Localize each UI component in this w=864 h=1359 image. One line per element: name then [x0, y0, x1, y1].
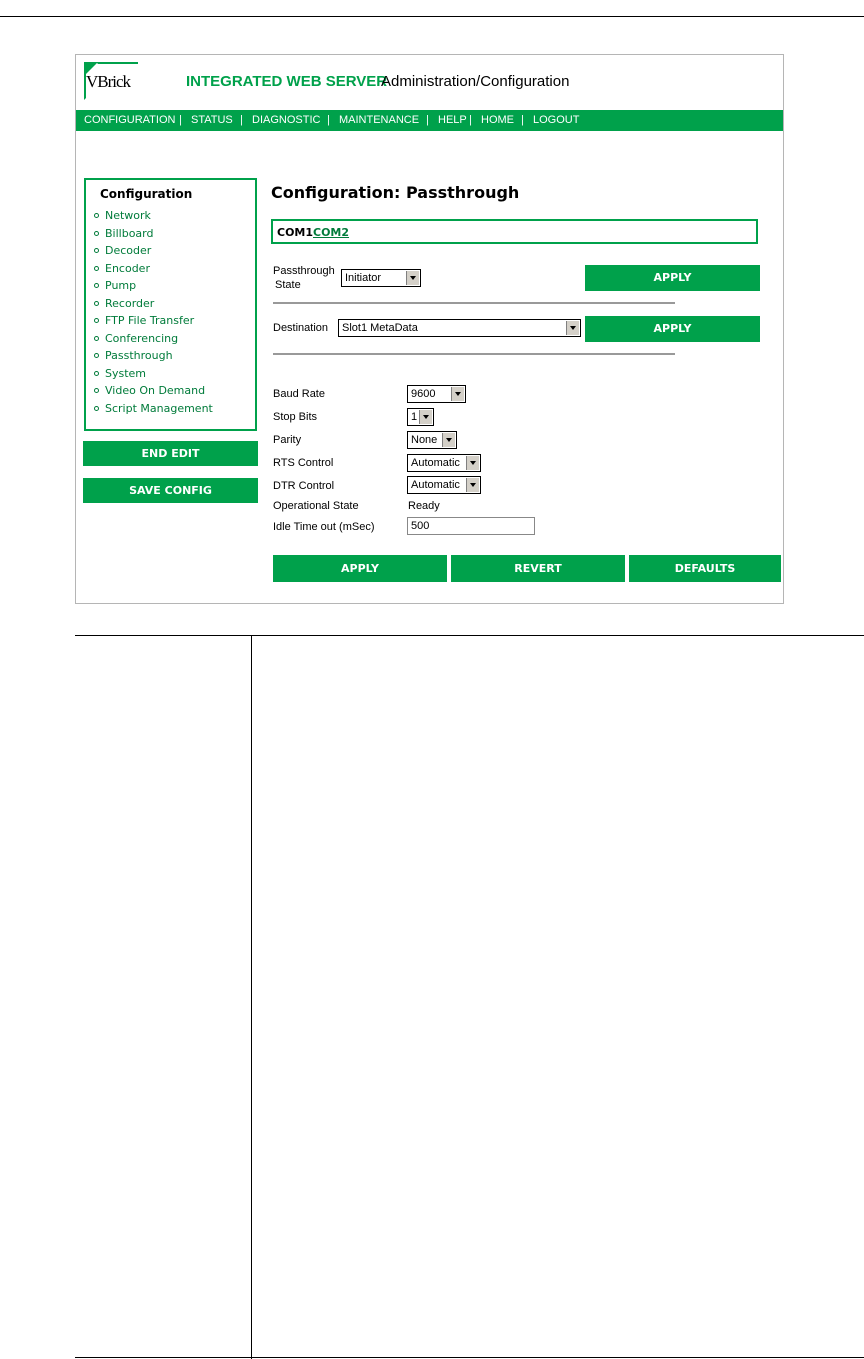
table-column-divider [251, 635, 252, 1359]
sidebar-item-ftp-file-transfer[interactable] [94, 314, 194, 327]
nav-home[interactable]: HOME [481, 114, 514, 126]
tab-com2[interactable]: COM2 [313, 226, 350, 239]
apply-button[interactable]: APPLY [273, 555, 447, 582]
save-config-button[interactable]: SAVE CONFIG [83, 478, 258, 503]
sidebar-title: Configuration [100, 187, 193, 201]
sidebar-item-label: Video On Demand [105, 384, 206, 397]
dtr-control-select[interactable] [407, 476, 481, 494]
sidebar-item-label: Decoder [105, 244, 152, 257]
chevron-down-icon [442, 433, 455, 447]
stop-bits-value: 1 [411, 411, 418, 423]
end-edit-button[interactable]: END EDIT [83, 441, 258, 466]
stop-bits-label: Stop Bits [273, 411, 318, 423]
server-title: INTEGRATED WEB SERVER [186, 73, 388, 90]
sidebar-item-label: Conferencing [105, 332, 179, 345]
nav-maintenance[interactable]: MAINTENANCE [339, 114, 420, 126]
bullet-icon [94, 213, 99, 218]
passthrough-state-label-1: Passthrough [273, 265, 335, 277]
sidebar-item-passthrough[interactable] [94, 349, 173, 362]
sidebar-item-pump[interactable] [94, 279, 136, 292]
passthrough-state-select[interactable] [341, 269, 421, 287]
sidebar-item-video-on-demand[interactable] [94, 384, 205, 397]
com-port-tabs [271, 219, 758, 244]
sidebar-item-encoder[interactable] [94, 262, 150, 275]
sidebar-item-billboard[interactable] [94, 227, 153, 240]
sidebar-item-conferencing[interactable] [94, 332, 178, 345]
stop-bits-select[interactable] [407, 408, 434, 426]
destination-label: Destination [273, 322, 329, 334]
apply-destination-button[interactable]: APPLY [585, 316, 760, 342]
bullet-icon [94, 371, 99, 376]
passthrough-state-label-2: State [275, 279, 301, 291]
dtr-control-value: Automatic [411, 479, 460, 491]
divider [273, 353, 675, 355]
dtr-control-label: DTR Control [273, 480, 335, 492]
config-sidebar [84, 178, 257, 431]
chevron-down-icon [566, 321, 579, 335]
rts-control-value: Automatic [411, 457, 460, 469]
chevron-down-icon [466, 478, 479, 492]
destination-select[interactable] [338, 319, 581, 337]
sidebar-item-decoder[interactable] [94, 244, 151, 257]
idle-timeout-label: Idle Time out (mSec) [273, 521, 375, 533]
chevron-down-icon [419, 410, 432, 424]
parity-label: Parity [273, 434, 302, 446]
nav-status[interactable]: STATUS [191, 114, 233, 126]
operational-state-value: Ready [408, 500, 440, 512]
apply-state-button[interactable]: APPLY [585, 265, 760, 291]
nav-separator: | [521, 114, 524, 126]
vbrick-logo [84, 62, 138, 100]
baud-rate-label: Baud Rate [273, 388, 325, 400]
sidebar-item-label: Encoder [105, 262, 150, 275]
nav-separator: | [240, 114, 243, 126]
logo-text: VBrick [86, 72, 131, 91]
nav-separator: | [469, 114, 472, 126]
top-nav [76, 110, 783, 131]
bullet-icon [94, 283, 99, 288]
baud-rate-select[interactable] [407, 385, 466, 403]
chevron-down-icon [466, 456, 479, 470]
tab-com1[interactable]: COM1 [277, 226, 314, 239]
bullet-icon [94, 301, 99, 306]
passthrough-state-value: Initiator [345, 272, 382, 284]
defaults-button[interactable]: DEFAULTS [629, 555, 781, 582]
chevron-down-icon [451, 387, 464, 401]
sidebar-item-label: Pump [105, 279, 137, 292]
chevron-down-icon [406, 271, 419, 285]
server-subtitle: Administration/Configuration [381, 73, 570, 90]
bullet-icon [94, 318, 99, 323]
sidebar-item-label: FTP File Transfer [105, 314, 195, 327]
bullet-icon [94, 231, 99, 236]
bullet-icon [94, 406, 99, 411]
parity-value: None [411, 434, 438, 446]
nav-diagnostic[interactable]: DIAGNOSTIC [252, 114, 321, 126]
operational-state-label: Operational State [273, 500, 359, 512]
destination-value: Slot1 MetaData [342, 322, 418, 334]
sidebar-item-label: Billboard [105, 227, 154, 240]
table-top-border [75, 635, 864, 636]
sidebar-item-label: System [105, 367, 147, 380]
sidebar-item-system[interactable] [94, 367, 146, 380]
rts-control-label: RTS Control [273, 457, 334, 469]
revert-button[interactable]: REVERT [451, 555, 625, 582]
nav-logout[interactable]: LOGOUT [533, 114, 580, 126]
page-top-rule [0, 16, 864, 17]
rts-control-select[interactable] [407, 454, 481, 472]
divider [273, 302, 675, 304]
nav-separator: | [426, 114, 429, 126]
parity-select[interactable] [407, 431, 457, 449]
bullet-icon [94, 353, 99, 358]
sidebar-item-recorder[interactable] [94, 297, 154, 310]
table-bottom-border [75, 1357, 864, 1358]
nav-configuration[interactable]: CONFIGURATION [84, 114, 176, 126]
sidebar-item-label: Recorder [105, 297, 155, 310]
sidebar-item-label: Network [105, 209, 151, 222]
baud-rate-value: 9600 [411, 388, 436, 400]
nav-separator: | [179, 114, 182, 126]
sidebar-item-script-management[interactable] [94, 402, 213, 415]
bullet-icon [94, 266, 99, 271]
bullet-icon [94, 388, 99, 393]
page-title: Configuration: Passthrough [271, 183, 520, 202]
idle-timeout-input[interactable]: 500 [407, 517, 535, 535]
nav-separator: | [327, 114, 330, 126]
sidebar-item-label: Passthrough [105, 349, 173, 362]
sidebar-item-network[interactable] [94, 209, 151, 222]
sidebar-item-label: Script Management [105, 402, 213, 415]
nav-help[interactable]: HELP [438, 114, 467, 126]
bullet-icon [94, 336, 99, 341]
bullet-icon [94, 248, 99, 253]
